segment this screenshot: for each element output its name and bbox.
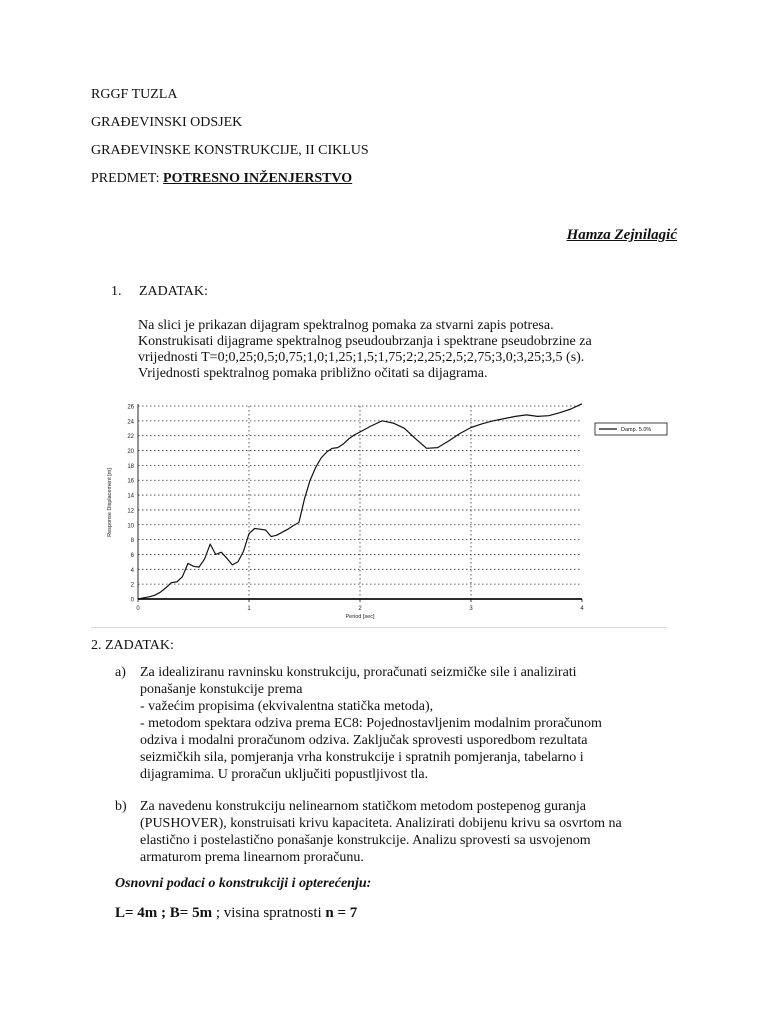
y-tick-label: 6 [130, 552, 134, 559]
legend-label: Damp. 5.0% [621, 427, 652, 433]
subject-line [91, 171, 352, 187]
spectral-displacement-chart [100, 396, 652, 624]
task1-text [138, 318, 658, 382]
y-tick-label: 4 [130, 567, 134, 574]
task1-line: Konstrukisati dijagrame spektralnog pseudoubrzanja i spektrane pseudobrzine za [138, 334, 592, 349]
task2-title: 2. ZADATAK: [91, 638, 174, 653]
x-tick-label: 0 [136, 606, 140, 612]
y-tick-label: 16 [127, 478, 134, 485]
item-a-text [140, 664, 602, 783]
institution-line: RGGF TUZLA [91, 87, 178, 102]
y-tick-label: 2 [130, 582, 134, 589]
y-tick-label: 26 [127, 404, 134, 411]
y-tick-label: 8 [130, 538, 134, 545]
subject-prefix: PREDMET: [91, 171, 164, 186]
item-a-line: Za idealiziranu ravninsku konstrukciju, proračunati seizmičke sile i analizirati [140, 665, 577, 680]
task1-number: 1. [111, 284, 122, 299]
program-line: GRAĐEVINSKE KONSTRUKCIJE, II CIKLUS [91, 143, 369, 158]
dims-storeys: n = 7 [325, 905, 358, 921]
y-tick-label: 12 [127, 508, 134, 515]
x-axis-label: Period [sec] [345, 614, 375, 620]
task1-line: Vrijednosti spektralnog pomaka približno očitati sa dijagrama. [138, 366, 488, 381]
item-a-line: dijagramima. U proračun uključiti popustljivost tla. [140, 767, 429, 782]
item-b-label: b) [115, 799, 127, 814]
x-tick-label: 2 [358, 606, 362, 612]
y-tick-label: 18 [127, 463, 134, 470]
structure-dimensions [115, 905, 357, 922]
author-name: Hamza Zejnilagić [566, 227, 677, 243]
task1-heading [111, 284, 208, 300]
basic-data-title: Osnovni podaci o konstrukciji i opterećenju: [115, 876, 372, 891]
task1-line: Na slici je prikazan dijagram spektralnog pomaka za stvarni zapis potresa. [138, 318, 554, 333]
item-b-line: (PUSHOVER), konstruisati krivu kapaciteta. Analizirati dobijenu krivu sa osvrtom na [140, 816, 622, 831]
item-b-line: elastično i postelastično ponašanje konstrukcije. Analizu sprovesti sa usvojenom [140, 833, 591, 848]
y-axis-label: Response Displacement [m] [107, 468, 113, 537]
task1-title: ZADATAK: [139, 284, 208, 299]
task1-line: vrijednosti T=0;0,25;0,5;0,75;1,0;1,25;1,5;1,75;2;2,25;2,5;2,75;3,0;3,25;3,5 (s). [138, 350, 585, 365]
section-divider [91, 627, 667, 628]
x-tick-label: 4 [580, 606, 584, 612]
dims-separator: ; visina spratnosti [212, 905, 326, 921]
item-a-line: odziva i modalni proračunom odziva. Zaključak sprovesti usporedbom rezultata [140, 733, 588, 748]
y-tick-label: 14 [127, 493, 134, 500]
item-b-text [140, 798, 622, 866]
x-tick-label: 1 [247, 606, 251, 612]
item-b-line: armaturom prema linearnom proračunu. [140, 850, 364, 865]
subject-name: POTRESNO INŽENJERSTVO [163, 171, 353, 186]
y-tick-label: 10 [127, 523, 134, 530]
item-a-line: - važećim propisima (ekvivalentna statička metoda), [140, 699, 434, 714]
x-tick-label: 3 [469, 606, 473, 612]
y-tick-label: 20 [127, 449, 134, 456]
item-a-line: seizmičkih sila, pomjeranja vrha konstrukcije i spratnih pomjeranja, tabelarno i [140, 750, 584, 765]
item-a-line: - metodom spektara odziva prema EC8: Pojednostavljenim modalnim proračunom [140, 716, 602, 731]
department-line: GRAĐEVINSKI ODSJEK [91, 115, 243, 130]
item-b-line: Za navedenu konstrukciju nelinearnom statičkom metodom postepenog guranja [140, 799, 586, 814]
dims-lb: L= 4m ; B= 5m [115, 905, 213, 921]
y-tick-label: 0 [130, 597, 134, 604]
series-line [138, 404, 582, 599]
item-a-label: a) [115, 665, 126, 680]
y-tick-label: 24 [127, 419, 134, 426]
y-tick-label: 22 [127, 434, 134, 441]
item-a-line: ponašanje konstukcije prema [140, 682, 303, 697]
